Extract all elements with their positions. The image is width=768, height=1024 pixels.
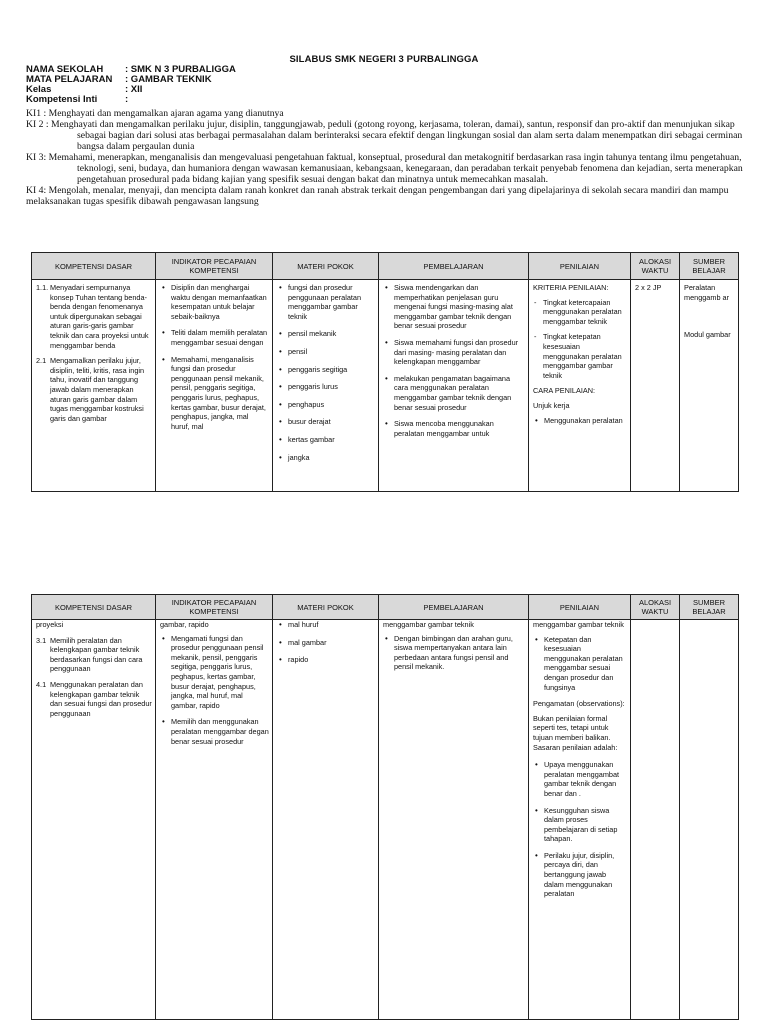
ki-1: KI1 : Menghayati dan mengamalkan ajaran agama yang dianutnya [26,108,284,119]
penilaian-continuation: menggambar gambar teknik [533,620,624,629]
identity-value: : SMK N 3 PURBALIGGA [125,64,236,75]
sumber-cell [680,620,739,1020]
header-sumber-belajar: SUMBER BELAJAR [680,595,739,620]
kd-text: Mengamalkan perilaku jujur, disiplin, teliti, kritis, rasa ingin tahu, inovatif dan tanggung jawab dalam menerapkan aturan garis gambar dalam tugas menggambar kostruksi garis dan gambar [50,356,145,423]
cara-sub: Unjuk kerja [533,400,570,410]
kd-item [36,356,152,423]
list-item: • busur derajat [277,417,375,427]
list-item: • kertas gambar [277,435,375,445]
header-kompetensi-dasar: KOMPETENSI DASAR [32,253,156,280]
list-item: • Upaya menggunakan peralatan menggambat gambar teknik dengan benar dan . [533,760,627,798]
kd-text: Menyadari sempurnanya konsep Tuhan tentang benda-benda dengan fenomenanya untuk dipergunakan sebagai aturan garis-garis gambar teknik dan cara proyeksi untuk menggambar benda [50,283,149,350]
school-identity [26,65,236,105]
document-title: SILABUS SMK NEGERI 3 PURBALINGGA [289,54,479,65]
header-alokasi-waktu: ALOKASI WAKTU [631,595,680,620]
header-penilaian: PENILAIAN [529,595,631,620]
kd-item [36,636,152,674]
penilaian-cell [529,280,631,492]
list-item: • Teliti dalam memilih peralatan menggambar sesuai dengan [160,328,269,347]
alokasi-cell [631,280,680,492]
list-item: • Siswa memahami fungsi dan prosedur dari masing- masing peralatan dan kelengkapan menggambar [383,338,525,367]
indikator-cell [156,280,273,492]
kd-number: 3.1 [36,635,47,645]
header-row [32,595,739,620]
alokasi-value: 2 x 2 JP [635,283,662,292]
sumber-cell [680,280,739,492]
list-item: • rapido [277,655,375,665]
list-item: • Mengamati fungsi dan prosedur penggunaan pensil mekanik, pensil, penggaris segitiga, penggaris lurus, peghapus, kertas gambar, busur derajat, penghapus, jangka, mal huruf, mal gambar, rapido [160,634,269,711]
list-item: - Tingkat ketercapaian menggunakan peralatan menggambar teknik [533,298,627,327]
identity-value: : [125,94,129,105]
syllabus-table-2 [31,594,739,1020]
list-item: - Tingkat ketepatan kesesuaian menggunakan peralatan menggambar gambar teknik [533,332,627,380]
kd-text: Memilih peralatan dan kelengkapan gambar teknik berdasarkan fungsi dan cara penggunaan [50,635,143,674]
list-item: • Kesungguhan siswa dalam proses pembelajaran di setiap tahapan. [533,806,627,844]
identity-row [26,95,236,105]
list-item: • penggaris lurus [277,382,375,392]
identity-label: NAMA SEKOLAH [26,64,104,75]
pembelajaran-cell [379,280,529,492]
content-row [32,280,739,492]
kd-item [36,283,152,350]
kriteria-label: KRITERIA PENILAIAN: [533,283,609,292]
identity-value: : GAMBAR TEKNIK [125,74,212,85]
list-item: • pensil [277,347,375,357]
kd-cell [32,280,156,492]
list-item: • Siswa mendengarkan dan memperhatikan penjelasan guru mengenai fungsi masing-masing alat menggambar gambar teknik dengan benar sesuai prosedur [383,283,525,331]
list-item: • penghapus [277,400,375,410]
list-item: • fungsi dan prosedur penggunaan peralatan menggambar gambar teknik [277,283,375,321]
ki-4: KI 4: Mengolah, menalar, menyaji, dan mencipta dalam ranah konkret dan ranah abstrak terkait dengan pengembangan dari yang dipelajarinya di sekolah secara mandiri dan mampu melaksanakan tugas spesifik dibawah pengawasan langsung [26,185,729,207]
ki-2: KI 2 : Menghayati dan mengamalkan perilaku jujur, disiplin, tanggungjawab, peduli (gotong royong, kerjasama, toleran, damai), santun, responsif dan pro-aktif dan menunjukan sikap sebagai bagian dari solusi atas berbagai permasalahan dalam berinteraksi secara efektif dengan lingkungan sosial dan alam serta dalam menempatkan diri sebagai cerminan bangsa dalam pergaulan dunia [26,119,743,152]
core-competencies [26,108,744,207]
materi-cell [273,620,379,1020]
list-item: • Siswa mencoba menggunakan peralatan menggambar untuk [383,419,525,438]
header-pembelajaran: PEMBELAJARAN [379,253,529,280]
identity-label: Kelas [26,84,52,95]
list-item: • Ketepatan dan kesesuaian menggunakan peralatan menggambar sesuai dengan prosedur dan fungsinya [533,635,627,693]
header-pembelajaran: PEMBELAJARAN [379,595,529,620]
identity-value: : XII [125,84,143,95]
penilaian-cell [529,620,631,1020]
header-materi-pokok: MATERI POKOK [273,595,379,620]
alokasi-cell [631,620,680,1020]
kd-continuation: proyeksi [36,620,64,629]
pembelajaran-continuation: menggambar gambar teknik [383,620,474,629]
materi-cell [273,280,379,492]
observation-label: Pengamatan (observations): [533,699,625,709]
identity-label: Kompetensi Inti [26,94,98,105]
list-item: • penggaris segitiga [277,365,375,375]
observation-text: Bukan penilaian formal seperti tes, tetapi untuk tujuan memberi balikan. Sasaran penilaian adalah: [533,713,618,752]
content-row [32,620,739,1020]
indikator-continuation: gambar, rapido [160,620,209,629]
ki-3: KI 3: Memahami, menerapkan, menganalisis dan mengevaluasi pengetahuan faktual, konseptual, prosedural dan metakognitif berdasarkan rasa ingin tahunya tentang ilmu pengetahuan, teknologi, seni, budaya, dan humaniora dengan wawasan kemanusiaan, kebangsaan, kenegaraan, dan peradaban terkait penyebab fenomena dan kejadian, serta menerapkan pengetahuan prosedural pada bidang kajian yang spesifik sesuai dengan bakat dan minatnya untuk memecahkan masalah. [26,152,743,185]
kd-item [36,680,152,718]
list-item: • mal gambar [277,638,375,648]
syllabus-table-1 [31,252,739,492]
pembelajaran-cell [379,620,529,1020]
list-item: • mal huruf [277,620,375,630]
list-item: • melakukan pengamatan bagaimana cara menggunakan peralatan menggambar gambar teknik dengan benar sesuai prosedur [383,374,525,412]
list-item: • Memahami, menganalisis fungsi dan prosedur penggunaan pensil mekanik, pensil, penggaris segitiga, penggaris lurus, peghapus, kertas gambar, busur derajat, penghapus, jangka, mal huruf, mal [160,355,269,432]
sumber-item: Peralatan menggamb ar [684,283,730,302]
header-penilaian: PENILAIAN [529,253,631,280]
indikator-cell [156,620,273,1020]
identity-label: MATA PELAJARAN [26,74,113,85]
list-item: • Perilaku jujur, disiplin, percaya diri, dan bertanggung jawab dalam menggunakan peralatan [533,851,627,899]
kd-text: Menggunakan peralatan dan kelengkapan gambar teknik dan sesuai fungsi dan prosedur penggunaan [50,679,152,718]
kd-number: 4.1 [36,679,47,689]
header-materi-pokok: MATERI POKOK [273,253,379,280]
kd-number: 2.1 [36,356,47,366]
header-indikator: INDIKATOR PECAPAIAN KOMPETENSI [156,253,273,280]
header-sumber-belajar: SUMBER BELAJAR [680,253,739,280]
cara-label: CARA PENILAIAN: [533,386,596,396]
kd-cell [32,620,156,1020]
list-item: • pensil mekanik [277,329,375,339]
kd-number: 1.1. [36,283,49,292]
header-row [32,253,739,280]
list-item: • jangka [277,453,375,463]
header-indikator: INDIKATOR PECAPAIAN KOMPETENSI [156,595,273,620]
list-item: • Menggunakan peralatan [533,416,627,426]
list-item: • Dengan bimbingan dan arahan guru, siswa mempertanyakan antara lain perbedaan antara fungsi pensil and pensil mekanik. [383,634,525,672]
list-item: • Disiplin dan menghargai waktu dengan memanfaatkan kesempatan untuk belajar sebaik-baiknya [160,283,269,321]
sumber-item: Modul gambar [684,330,731,340]
list-item: • Memilih dan menggunakan peralatan menggambar degan benar sesuai prosedur [160,717,269,746]
header-kompetensi-dasar: KOMPETENSI DASAR [32,595,156,620]
header-alokasi-waktu: ALOKASI WAKTU [631,253,680,280]
